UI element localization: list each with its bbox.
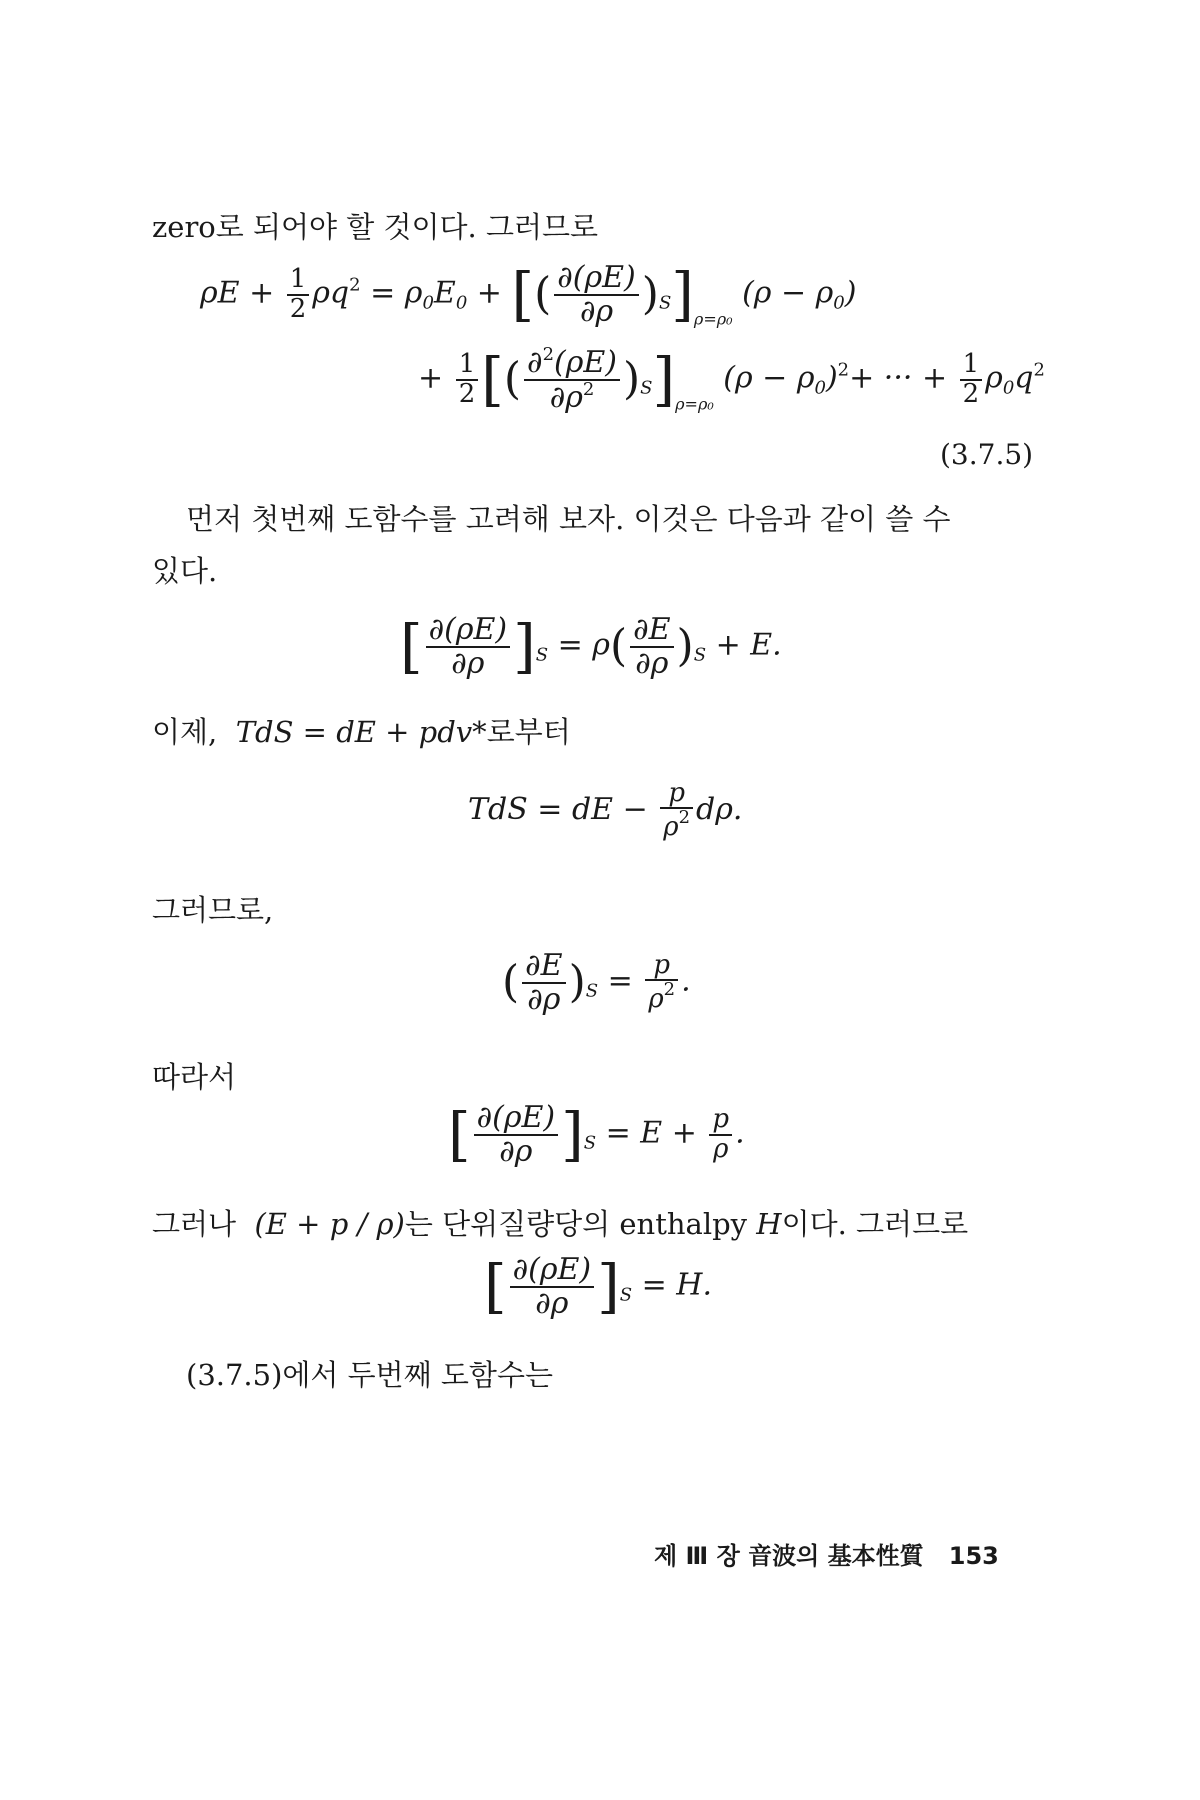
paragraph-line-2a: 먼저 첫번째 도함수를 고려해 보자. 이것은 다음과 같이 쓸 수 [186, 502, 951, 536]
equation-number: (3.7.5) [940, 438, 1034, 471]
line6-math: (E + p / ρ) [254, 1207, 405, 1241]
equation-de-drho: ( $\frac{\partial E}{\partial\rho}$ )$_S$ = $\frac{p}{\rho^2}$ . [502, 948, 691, 1017]
footer-chapter: 제 Ⅲ 장 音波의 基本性質 [654, 1542, 924, 1570]
line3-suffix: 로부터 [486, 715, 571, 749]
equation-first-derivative: [ $\frac{\partial(\rho E)}{\partial\rho}$ ]$_S = \rho$( $\frac{\partial E}{\partial\rho}$ )$_S + E$. [400, 612, 782, 681]
line3-math: TdS = dE + pdv* [235, 715, 487, 749]
line6-mid: 는 단위질량당의 enthalpy [404, 1207, 748, 1241]
equation-e-plus-p-rho: [ $\frac{\partial(\rho E)}{\partial\rho}$ ]$_S = E$ + $\frac{p}{\rho}$ . [448, 1100, 745, 1169]
line3-prefix: 이제, [152, 715, 218, 749]
equation-3-7-5-line-2: + $\frac{1}{2}$ [( $\frac{\partial^2(\rho E)}{\partial\rho^2}$ )$_S]_{\rho=\rho_0}$ $(\rho - \rho_0)^2+$ ··· + $\frac{1}{2}$ $\rho_0q^2$ [418, 344, 1045, 415]
equation-h: [ $\frac{\partial(\rho E)}{\partial\rho}$ ]$_S = H$. [484, 1252, 713, 1321]
paragraph-line-4: 그러므로, [152, 893, 274, 927]
paragraph-line-3 [152, 715, 571, 750]
paragraph-line-2b: 있다. [152, 554, 218, 588]
equation-tds: TdS = dE − $\frac{p}{\rho^2}$ dρ. [468, 778, 743, 843]
page-footer [654, 1536, 999, 1571]
paragraph-line-1: zero로 되어야 할 것이다. 그러므로 [152, 210, 599, 244]
paragraph-line-7: (3.7.5)에서 두번째 도함수는 [186, 1358, 553, 1392]
line6-suffix: 이다. 그러므로 [781, 1207, 969, 1241]
footer-page-number: 153 [948, 1542, 999, 1570]
equation-3-7-5-line-1: ρE + $\frac{1}{2}$ $\rho q^2 = \rho_0E_0$ + [( $\frac{\partial(\rho E)}{\partial\rho}$ )$_S]_{\rho=\rho_0}$ $(\rho - \rho_0)$ [200, 260, 857, 329]
paragraph-line-5: 따라서 [152, 1060, 237, 1094]
paragraph-line-6 [152, 1207, 968, 1242]
line6-prefix: 그러나 [152, 1207, 237, 1241]
line6-h: H [756, 1207, 782, 1241]
